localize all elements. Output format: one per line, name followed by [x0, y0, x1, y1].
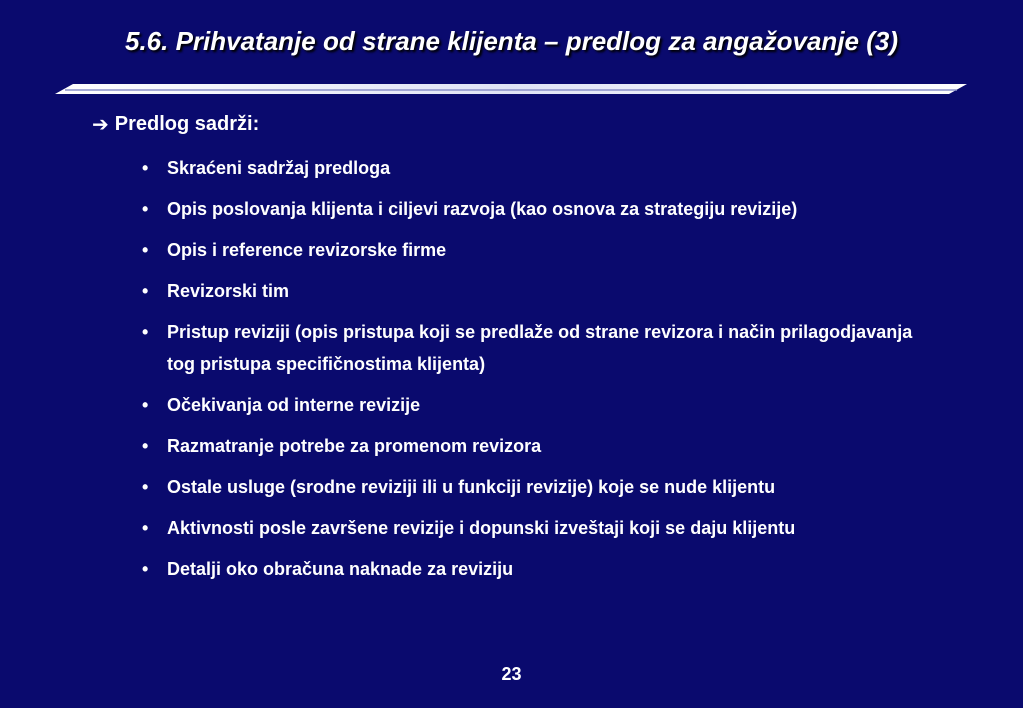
bullet-icon: • [142, 158, 149, 178]
list-item-text: Pristup reviziji (opis pristupa koji se predlaže od strane revizora i način prilagodjavanja tog pristupa specifičnostima klijenta) [167, 322, 913, 374]
bullet-icon: • [142, 281, 149, 301]
list-item [140, 234, 940, 266]
section-heading [92, 112, 259, 137]
list-item [140, 471, 940, 503]
list-item-text: Skraćeni sadržaj predloga [167, 158, 391, 178]
list-item-text: Revizorski tim [167, 281, 290, 301]
bullet-icon: • [142, 518, 149, 538]
list-item-text: Razmatranje potrebe za promenom revizora [167, 436, 542, 456]
list-item [140, 152, 940, 184]
bullet-icon: • [142, 477, 149, 497]
bullet-icon: • [142, 240, 149, 260]
bullet-icon: • [142, 322, 149, 342]
proposal-content-list [140, 152, 940, 594]
bullet-icon: • [142, 559, 149, 579]
list-item [140, 193, 940, 225]
slide-title: 5.6. Prihvatanje od strane klijenta – predlog za angažovanje (3) [124, 26, 899, 56]
list-item [140, 553, 940, 585]
title-divider [55, 84, 967, 94]
bullet-icon: • [142, 199, 149, 219]
list-item [140, 389, 940, 421]
list-item [140, 275, 940, 307]
list-item-text: Opis i reference revizorske firme [167, 240, 447, 260]
list-item-text: Očekivanja od interne revizije [167, 395, 421, 415]
section-heading-text: Predlog sadrži: [114, 113, 260, 135]
bullet-icon: • [142, 436, 149, 456]
page-number: 23 [501, 664, 522, 684]
bullet-icon: • [142, 395, 149, 415]
list-item [140, 430, 940, 462]
list-item [140, 316, 940, 380]
list-item-text: Opis poslovanja klijenta i ciljevi razvoja (kao osnova za strategiju revizije) [167, 199, 798, 219]
list-item-text: Ostale usluge (srodne reviziji ili u funkciji revizije) koje se nude klijentu [167, 477, 776, 497]
list-item-text: Aktivnosti posle završene revizije i dopunski izveštaji koji se daju klijentu [167, 518, 796, 538]
arrow-right-icon: ➔ [92, 114, 109, 136]
list-item [140, 512, 940, 544]
list-item-text: Detalji oko obračuna naknade za reviziju [167, 559, 514, 579]
